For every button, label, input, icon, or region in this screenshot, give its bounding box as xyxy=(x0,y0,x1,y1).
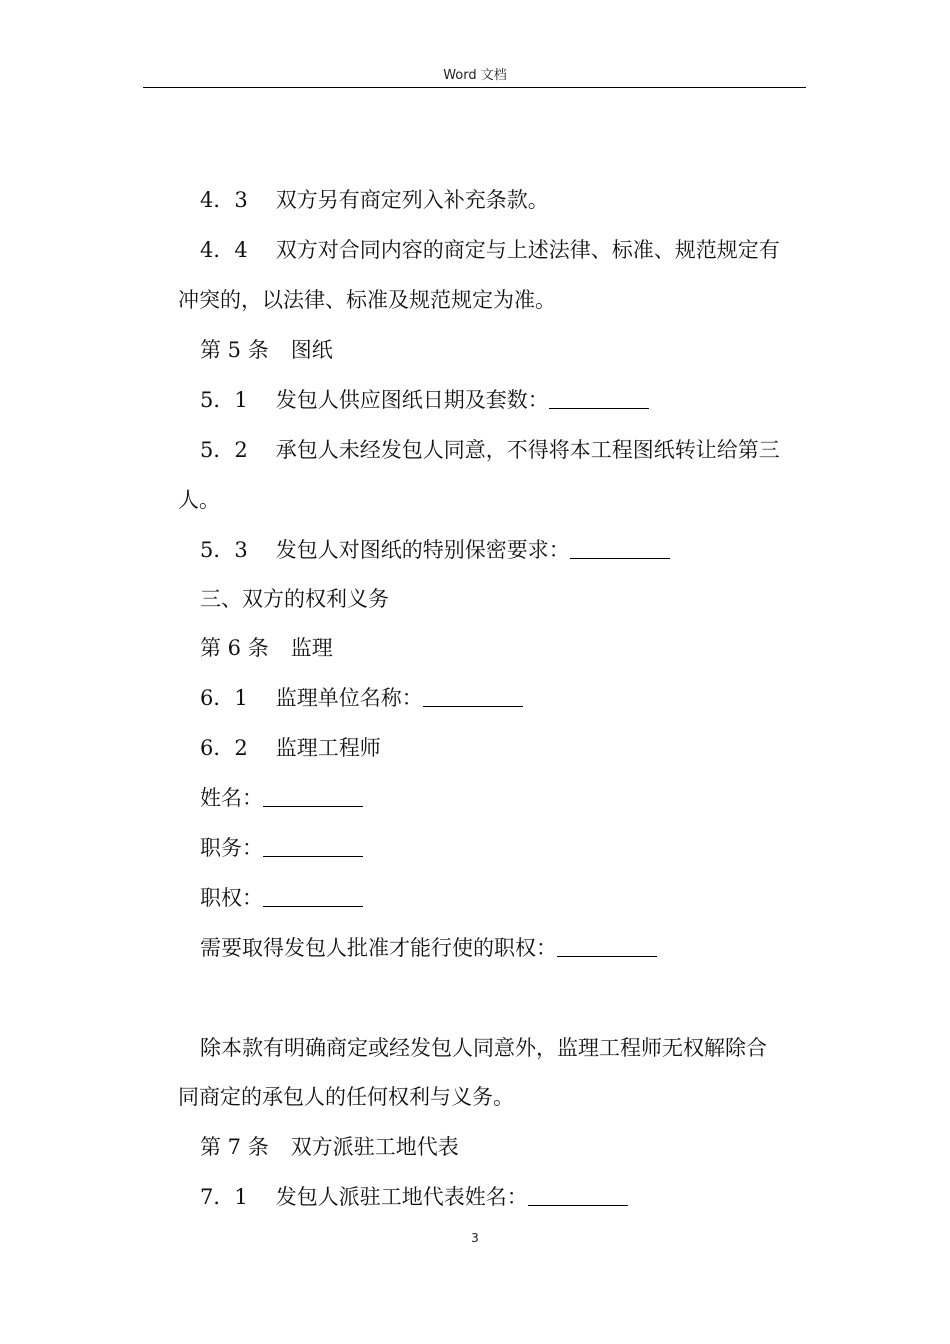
fill-in-blank[interactable] xyxy=(263,786,363,807)
fill-in-blank[interactable] xyxy=(423,686,523,707)
clause-4-4-continued: 冲突的，以法律、标准及规范规定为准。 xyxy=(178,288,556,312)
clause-6-1: 6．1 监理单位名称： xyxy=(200,684,523,712)
fill-in-blank[interactable] xyxy=(557,936,657,957)
engineer-restriction-continued: 同商定的承包人的任何权利与义务。 xyxy=(178,1085,514,1109)
fill-in-blank[interactable] xyxy=(263,886,363,907)
clause-4-3: 4．3 双方另有商定列入补充条款。 xyxy=(200,188,549,212)
engineer-authority-field: 职权： xyxy=(200,884,363,912)
page-number: 3 xyxy=(471,1231,479,1245)
fill-in-blank[interactable] xyxy=(263,836,363,857)
article-6-heading: 第 6 条 监理 xyxy=(200,636,333,660)
fill-in-blank[interactable] xyxy=(528,1185,628,1206)
clause-5-2-continued: 人。 xyxy=(178,488,220,512)
article-5-heading: 第 5 条 图纸 xyxy=(200,338,333,362)
clause-6-2: 6．2 监理工程师 xyxy=(200,736,381,760)
approval-authority-field: 需要取得发包人批准才能行使的职权： xyxy=(200,934,657,962)
header-divider xyxy=(143,87,806,88)
fill-in-blank[interactable] xyxy=(570,538,670,559)
clause-5-1: 5．1 发包人供应图纸日期及套数： xyxy=(200,386,649,414)
fill-in-blank[interactable] xyxy=(549,388,649,409)
clause-5-3: 5．3 发包人对图纸的特别保密要求： xyxy=(200,536,670,564)
article-7-heading: 第 7 条 双方派驻工地代表 xyxy=(200,1135,459,1159)
clause-4-4: 4．4 双方对合同内容的商定与上述法律、标准、规范规定有 xyxy=(200,238,780,262)
section-3-heading: 三、双方的权利义务 xyxy=(200,587,389,611)
clause-5-2: 5．2 承包人未经发包人同意，不得将本工程图纸转让给第三 xyxy=(200,438,780,462)
engineer-position-field: 职务： xyxy=(200,834,363,862)
header-title: Word 文档 xyxy=(443,68,507,83)
engineer-restriction-paragraph: 除本款有明确商定或经发包人同意外，监理工程师无权解除合 xyxy=(200,1036,767,1060)
clause-7-1: 7．1 发包人派驻工地代表姓名： xyxy=(200,1183,628,1211)
engineer-name-field: 姓名： xyxy=(200,784,363,812)
